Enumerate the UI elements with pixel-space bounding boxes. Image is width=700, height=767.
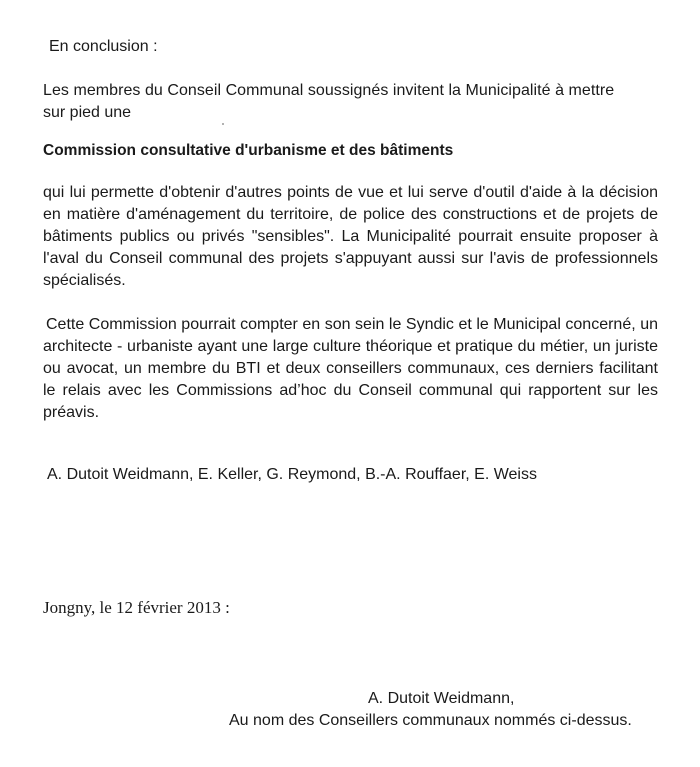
commission-title: Commission consultative d'urbanisme et des bâtiments [43,142,454,159]
scan-speck [222,123,224,125]
signature-role: Au nom des Conseillers communaux nommés ci-dessus. [229,712,632,729]
lead-line-1: Les membres du Conseil Communal soussignés invitent la Municipalité à mettre [43,82,615,99]
intro-line: En conclusion : [49,38,158,55]
place-date: Jongny, le 12 février 2013 : [43,598,230,617]
paragraph-purpose: qui lui permette d'obtenir d'autres points de vue et lui serve d'outil d'aide à la décision en matière d'aménagement du territoire, de police des constructions et de projets de bâtiments publics ou privés "sensibles". La Municipalité pourrait ensuite proposer à l'aval du Conseil communal des projets s'appuyant aussi sur l'avis de professionnels spécialisés. [43,184,658,289]
lead-line-2: sur pied une [43,104,132,121]
signature-name: A. Dutoit Weidmann, [368,690,515,707]
signatories-list: A. Dutoit Weidmann, E. Keller, G. Reymond, B.-A. Rouffaer, E. Weiss [47,466,537,483]
paragraph-composition: Cette Commission pourrait compter en son sein le Syndic et le Municipal concerné, un architecte - urbaniste ayant une large culture théorique et pratique du métier, un juriste ou avocat, un membre du BTI et deux conseillers communaux, ces derniers facilitant le relais avec les Commissions ad’hoc du Conseil communal qui rapportent sur les préavis. [43,316,658,421]
